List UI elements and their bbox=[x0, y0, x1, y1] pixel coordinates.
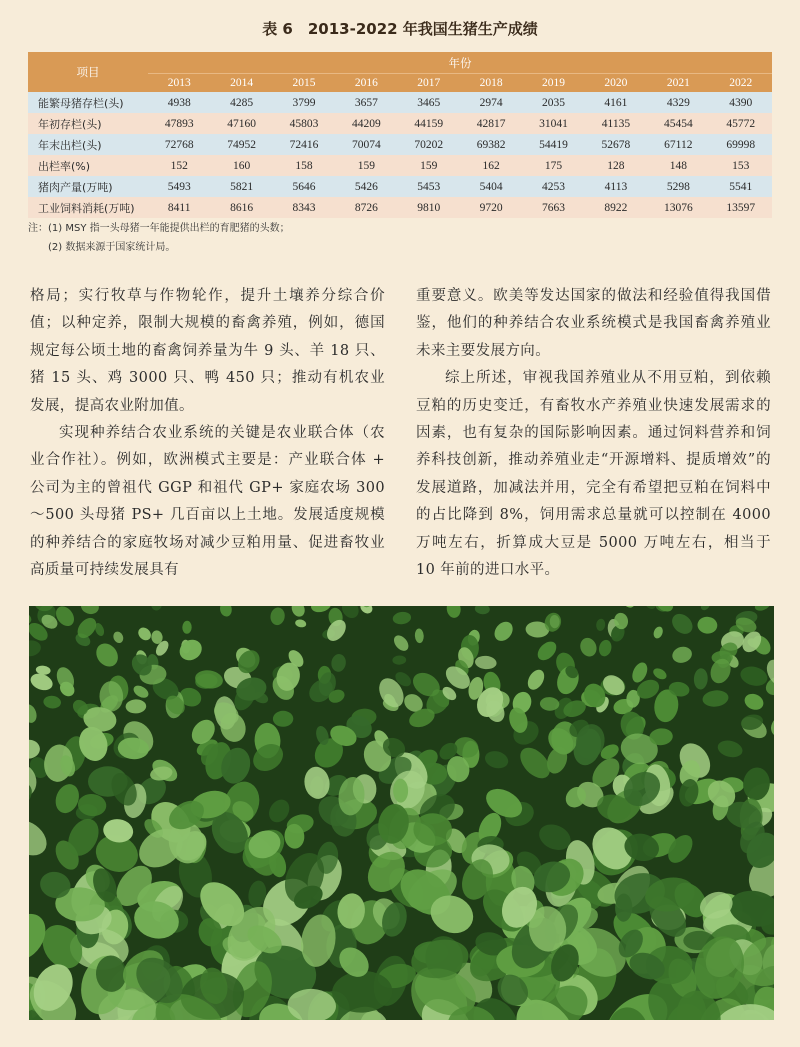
table-cell: 159 bbox=[335, 155, 397, 176]
table-cell: 159 bbox=[398, 155, 460, 176]
production-table bbox=[28, 52, 772, 218]
table-cell: 153 bbox=[710, 155, 772, 176]
table-row bbox=[28, 176, 772, 197]
table-cell: 128 bbox=[585, 155, 647, 176]
table-cell: 4113 bbox=[585, 176, 647, 197]
table-cell: 162 bbox=[460, 155, 522, 176]
table-cell: 44209 bbox=[335, 113, 397, 134]
year-cell: 2015 bbox=[273, 74, 335, 93]
table-cell: 5453 bbox=[398, 176, 460, 197]
table-cell: 4390 bbox=[710, 92, 772, 113]
table-cell: 3799 bbox=[273, 92, 335, 113]
table-cell: 9720 bbox=[460, 197, 522, 218]
table-row bbox=[28, 92, 772, 113]
table-cell: 42817 bbox=[460, 113, 522, 134]
table-cell: 175 bbox=[522, 155, 584, 176]
table-cell: 5646 bbox=[273, 176, 335, 197]
table-cell: 8616 bbox=[210, 197, 272, 218]
year-cell: 2017 bbox=[398, 74, 460, 93]
row-label: 年初存栏(头) bbox=[28, 113, 148, 134]
table-cell: 7663 bbox=[522, 197, 584, 218]
year-cell: 2013 bbox=[148, 74, 210, 93]
note-line: 注：(1) MSY 指一头母猪一年能提供出栏的育肥猪的头数； bbox=[28, 223, 290, 234]
table-cell: 72416 bbox=[273, 134, 335, 155]
table-row bbox=[28, 155, 772, 176]
table-cell: 8922 bbox=[585, 197, 647, 218]
table-cell: 158 bbox=[273, 155, 335, 176]
left-column bbox=[30, 283, 385, 584]
table-cell: 69998 bbox=[710, 134, 772, 155]
year-cell: 2022 bbox=[710, 74, 772, 93]
year-cell: 2018 bbox=[460, 74, 522, 93]
paragraph: 实现种养结合农业系统的关键是农业联合体（农业合作社）。例如，欧洲模式主要是：产业联合体 + 公司为主的曾祖代 GGP 和祖代 GP+ 家庭农场 300～500 头母猪 PS+ 几百亩以上土地。发展适度规模的种养结合的家庭牧场对减少豆粕用量、促进畜牧业高质量可持续发展具有 bbox=[30, 425, 385, 579]
table-cell: 31041 bbox=[522, 113, 584, 134]
table-cell: 152 bbox=[148, 155, 210, 176]
table-cell: 74952 bbox=[210, 134, 272, 155]
table-cell: 69382 bbox=[460, 134, 522, 155]
table-cell: 47893 bbox=[148, 113, 210, 134]
year-header: 年份 bbox=[148, 52, 772, 74]
table-cell: 52678 bbox=[585, 134, 647, 155]
table-cell: 3465 bbox=[398, 92, 460, 113]
soybean-field-photo bbox=[29, 606, 774, 1020]
table-cell: 13597 bbox=[710, 197, 772, 218]
table-cell: 41135 bbox=[585, 113, 647, 134]
table-cell: 2035 bbox=[522, 92, 584, 113]
table-cell: 45454 bbox=[647, 113, 709, 134]
year-cell: 2014 bbox=[210, 74, 272, 93]
right-column bbox=[416, 283, 771, 584]
table-row bbox=[28, 113, 772, 134]
row-label: 出栏率(%) bbox=[28, 155, 148, 176]
table-cell: 5541 bbox=[710, 176, 772, 197]
year-cell: 2021 bbox=[647, 74, 709, 93]
table-cell: 67112 bbox=[647, 134, 709, 155]
table-cell: 160 bbox=[210, 155, 272, 176]
table-notes bbox=[28, 219, 772, 257]
table-cell: 5821 bbox=[210, 176, 272, 197]
table-cell: 70202 bbox=[398, 134, 460, 155]
table-row bbox=[28, 134, 772, 155]
table-cell: 8343 bbox=[273, 197, 335, 218]
table-cell: 5404 bbox=[460, 176, 522, 197]
table-cell: 45803 bbox=[273, 113, 335, 134]
table-cell: 3657 bbox=[335, 92, 397, 113]
table-title: 表 6 2013-2022 年我国生猪生产成绩 bbox=[262, 20, 538, 38]
table-cell: 5426 bbox=[335, 176, 397, 197]
row-label: 能繁母猪存栏(头) bbox=[28, 92, 148, 113]
paragraph: 重要意义。欧美等发达国家的做法和经验值得我国借鉴，他们的种养结合农业系统模式是我国畜禽养殖业未来主要发展方向。 bbox=[416, 288, 771, 359]
table-cell: 4329 bbox=[647, 92, 709, 113]
row-label: 猪肉产量(万吨) bbox=[28, 176, 148, 197]
table-cell: 148 bbox=[647, 155, 709, 176]
table-cell: 47160 bbox=[210, 113, 272, 134]
table-cell: 4161 bbox=[585, 92, 647, 113]
year-cell: 2019 bbox=[522, 74, 584, 93]
table-cell: 13076 bbox=[647, 197, 709, 218]
paragraph: 格局；实行牧草与作物轮作，提升土壤养分综合价值；以种定养，限制大规模的畜禽养殖，例如，德国规定每公顷土地的畜禽饲养量为牛 9 头、羊 18 只、猪 15 头、鸡 3000 只、鸭 450 只；推动有机农业发展，提高农业附加值。 bbox=[30, 288, 385, 414]
table-cell: 8726 bbox=[335, 197, 397, 218]
table-cell: 5298 bbox=[647, 176, 709, 197]
row-label: 年末出栏(头) bbox=[28, 134, 148, 155]
row-label: 工业饲料消耗(万吨) bbox=[28, 197, 148, 218]
year-cell: 2016 bbox=[335, 74, 397, 93]
table-cell: 4938 bbox=[148, 92, 210, 113]
table-cell: 44159 bbox=[398, 113, 460, 134]
table-cell: 72768 bbox=[148, 134, 210, 155]
paragraph: 综上所述，审视我国养殖业从不用豆粕，到依赖豆粕的历史变迁，有畜牧水产养殖业快速发展需求的因素，也有复杂的国际影响因素。通过饲料营养和饲养科技创新，推动养殖业走“开源增料、提质增效”的发展道路，加减法并用，完全有希望把豆粕在饲料中的占比降到 8%，饲用需求总量就可以控制在 4000 万吨左右，折算成大豆是 5000 万吨左右，相当于 10 年前的进口水平。 bbox=[416, 370, 771, 579]
table-cell: 70074 bbox=[335, 134, 397, 155]
table-cell: 5493 bbox=[148, 176, 210, 197]
table-cell: 9810 bbox=[398, 197, 460, 218]
table-cell: 54419 bbox=[522, 134, 584, 155]
table-cell: 8411 bbox=[148, 197, 210, 218]
year-cell: 2020 bbox=[585, 74, 647, 93]
note-line: (2) 数据来源于国家统计局。 bbox=[28, 242, 176, 253]
table-cell: 4285 bbox=[210, 92, 272, 113]
table-cell: 4253 bbox=[522, 176, 584, 197]
table-cell: 2974 bbox=[460, 92, 522, 113]
table-cell: 45772 bbox=[710, 113, 772, 134]
item-header: 项目 bbox=[28, 52, 148, 92]
table-row bbox=[28, 197, 772, 218]
